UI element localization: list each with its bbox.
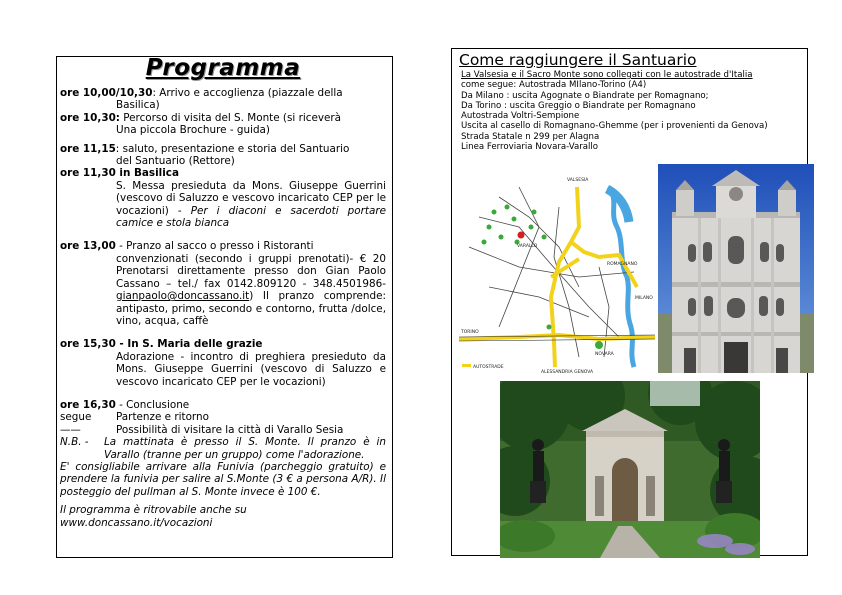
email-link[interactable]: gianpaolo@doncassano.it (116, 290, 250, 303)
entry-body: convenzionati (secondo i gruppi prenotati)- € 20 Prenotarsi direttamente presso don Gian Paolo Cassano – tel./ fax 0142.809120 - 348.4501986- (116, 252, 386, 290)
entry-mass (60, 167, 386, 229)
entry-body: Adorazione - incontro di preghiera presieduto da Mons. Giuseppe Guerrini (vescovo di Saluzzo e vescovo incaricato CEP per le vocazioni) (116, 350, 386, 388)
map-label-novara: NOVARA (595, 352, 614, 357)
program-panel (56, 56, 393, 558)
entry-time: ore 10,00/10,30 (60, 87, 153, 99)
entry-cont: Basilica) (116, 99, 160, 112)
map-label-varallo: VARALLO (517, 244, 538, 249)
entry-cont: Una piccola Brochure - guida) (116, 124, 270, 137)
entry-cont: del Santuario (Rettore) (116, 155, 235, 168)
directions-line: Uscita al casello di Romagnano-Ghemme (per i provenienti da Genova) (461, 121, 768, 132)
row-key: —— (60, 423, 81, 436)
directions-line: Linea Ferroviaria Novara-Varallo (461, 142, 599, 153)
directions-line: Strada Statale n 299 per Alagna (461, 131, 600, 142)
right-tower (778, 190, 796, 216)
row-visit-city (60, 424, 386, 436)
directions-line: Da Milano : uscita Agognate o Biandrate per Romagnano; (461, 90, 709, 101)
directions-line: Da Torino : uscita Greggio o Biandrate per Romagnano (461, 100, 696, 111)
directions-line: Autostrada Voltri-Sempione (461, 111, 580, 122)
entry-time: ore 15,30 - In S. Maria delle grazie (60, 338, 263, 351)
entry-body: S. Messa presieduta da Mons. Giuseppe Guerrini (vescovo di Saluzzo e vescovo incaricato CEP per le vocazioni) - (116, 179, 386, 217)
row-departure (60, 411, 386, 423)
entry-time: ore 13,00 (60, 240, 116, 253)
directions-line: La Valsesia e il Sacro Monte sono collegati con le autostrade d'Italia (461, 70, 753, 80)
program-title: Programma (145, 55, 301, 81)
entry-text: : Arrivo e accoglienza (piazzale della (152, 87, 343, 99)
directions-title: Come raggiungere il Santuario (459, 51, 697, 69)
chapel-door (612, 458, 638, 526)
entry-visit (60, 112, 386, 137)
statue-right (716, 481, 732, 503)
varallo-marker (518, 232, 525, 239)
entry-text: - Pranzo al sacco o presso i Ristoranti (115, 240, 314, 253)
map-label-valsesia: VALSESIA (567, 178, 589, 183)
row-key: segue (60, 411, 92, 424)
entry-greeting (60, 143, 386, 168)
map-legend-swatch (462, 364, 471, 367)
entry-text: Percorso di visita del S. Monte (si riceverà (119, 111, 342, 124)
funivia-note: E' consigliabile arrivare alla Funivia (parcheggio gratuito) e prendere la funivia per salire al S.Monte (3 € a persona A/R). Il posteggio del pullman al S. Monte invece è 100 €. (60, 460, 386, 498)
nota-bene (60, 436, 386, 461)
entry-time: ore 11,30 in Basilica (60, 167, 179, 180)
footer-text: Il programma è ritrovabile anche su (60, 504, 247, 517)
nb-value: La mattinata è presso il S. Monte. Il pranzo è in Varallo (tranne per un gruppo) come l'adorazione. (104, 436, 386, 461)
statue-left (530, 481, 546, 503)
entry-time: ore 11,15 (60, 142, 116, 155)
entry-body-cont: ) Il pranzo comprende: antipasto, primo, secondo e contorno, frutta /dolce, vino, acqua, caffè (116, 290, 386, 327)
directions-list (452, 70, 807, 152)
left-tower (676, 190, 694, 216)
map-label-romagnano: ROMAGNANO (607, 262, 638, 267)
map-legend-label: AUTOSTRADE (473, 365, 504, 370)
directions-line: come segue: Autostrada MIlano-Torino (A4) (461, 80, 647, 91)
chapel-photo (500, 381, 760, 558)
entry-time: ore 16,30 (60, 398, 116, 411)
road-map (459, 167, 655, 377)
entry-text: : saluto, presentazione e storia del Santuario (115, 142, 350, 155)
map-label-torino: TORINO (461, 330, 479, 335)
footer-url[interactable]: www.doncassano.it/vocazioni (60, 516, 213, 529)
map-label-alessandria: ALESSANDRIA GENOVA (541, 370, 594, 375)
row-value: Partenze e ritorno (116, 411, 209, 424)
entry-lunch (60, 240, 386, 327)
entry-conclusion (60, 399, 386, 411)
nb-key: N.B. - (60, 436, 89, 449)
main-door (724, 342, 748, 373)
row-value: Possibilità di visitare la città di Varallo Sesia (116, 423, 344, 436)
entry-time: ore 10,30: (60, 111, 120, 124)
central-window (728, 236, 744, 264)
entry-adoration (60, 338, 386, 388)
map-label-milano: MILANO (635, 296, 653, 301)
entry-arrival (60, 87, 386, 112)
entry-note: Per i diaconi e sacerdoti portare camice e stola bianca (116, 204, 386, 230)
basilica-photo (658, 164, 814, 373)
entry-text: - Conclusione (115, 398, 190, 411)
